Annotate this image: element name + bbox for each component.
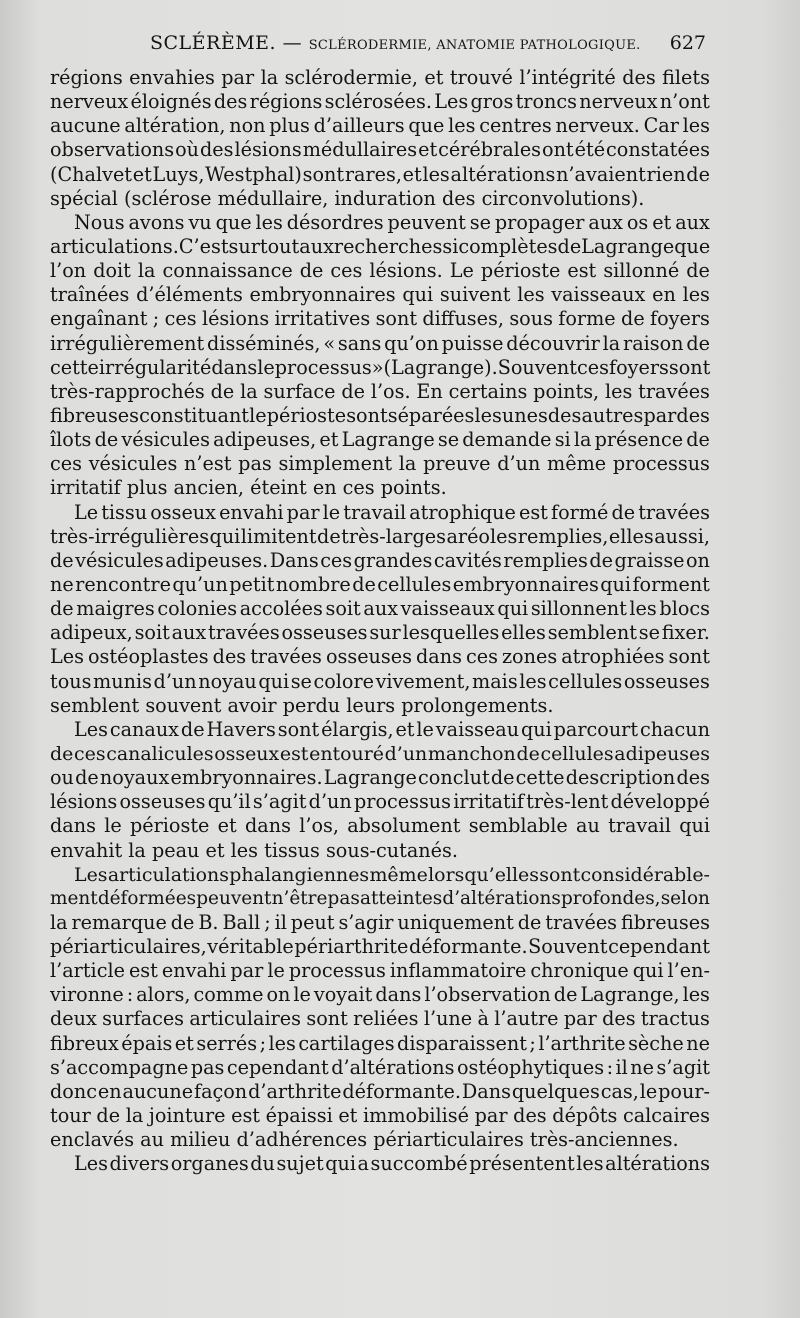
text-line: enclavés au milieu d’adhérences périarticulaires très-anciennes.	[50, 1128, 679, 1152]
text-line: Le tissu osseux envahi par le travail atrophique est formé de travées	[74, 500, 710, 524]
text-line: s’accompagne pas cependant d’altérations ostéophytiques : il ne s’agit	[50, 1055, 710, 1079]
text-line: îlots de vésicules adipeuses, et Lagrange se demande si la présence de	[50, 428, 710, 452]
text-line: l’article est envahi par le processus inflammatoire chronique qui l’en-	[50, 959, 710, 983]
text-line: traînées d’éléments embryonnaires qui suivent les vaisseaux en les	[50, 283, 710, 307]
text-line: de ces canalicules osseux est entouré d’un manchon de cellules adipeuses	[50, 742, 710, 765]
text-line: observations où des lésions médullaires et cérébrales ont été constatées	[50, 138, 710, 162]
text-line: semblent souvent avoir perdu leurs prolongements.	[50, 693, 554, 717]
text-line: donc en aucune façon d’arthrite déformante. Dans quelques cas, le pour-	[50, 1079, 710, 1103]
text-line: nerveux éloignés des régions sclérosées. Les gros troncs nerveux n’ont	[50, 90, 710, 114]
text-line: cette irrégularité dans le processus » (Lagrange). Souvent ces foyers sont	[50, 355, 711, 379]
text-line: spécial (sclérose médullaire, induration des circonvolutions).	[50, 186, 645, 210]
text-line: irrégulièrement disséminés, « sans qu’on puisse découvrir la raison de	[50, 331, 710, 355]
header-subtitle: SCLÉRODERMIE, ANATOMIE PATHOLOGIQUE.	[308, 38, 641, 53]
text-line: tour de la jointure est épaissi et immobilisé par des dépôts calcaires	[50, 1104, 710, 1128]
text-line: fibreuses constituant le périoste sont séparées les unes des autres par des	[50, 403, 710, 427]
text-line: ou de noyaux embryonnaires. Lagrange conclut de cette description des	[50, 766, 710, 790]
header-dash: —	[282, 32, 303, 54]
page-number: 627	[669, 32, 706, 54]
text-line: aucune altération, non plus d’ailleurs que les centres nerveux. Car les	[50, 114, 710, 138]
text-line: périarticulaires, véritable périarthrite déformante. Souvent cependant	[50, 935, 710, 959]
text-line: lésions osseuses qu’il s’agit d’un processus irritatif très-lent développé	[50, 790, 710, 814]
text-line: adipeux, soit aux travées osseuses sur lesquelles elles semblent se fixer.	[50, 621, 710, 645]
text-line: très-irrégulières qui limitent de très-larges aréoles remplies, elles aussi,	[50, 524, 710, 548]
text-line: régions envahies par la sclérodermie, et trouvé l’intégrité des filets	[50, 66, 710, 89]
text-line: Les ostéoplastes des travées osseuses dans ces zones atrophiées sont	[50, 645, 710, 669]
text-line: vironne : alors, comme on le voyait dans l’observation de Lagrange, les	[50, 983, 710, 1007]
text-line: fibreux épais et serrés ; les cartilages disparaissent ; l’arthrite sèche ne	[50, 1031, 710, 1055]
text-line: engaînant ; ces lésions irritatives sont diffuses, sous forme de foyers	[50, 307, 710, 331]
text-line: de maigres colonies accolées soit aux vaisseaux qui sillonnent les blocs	[50, 597, 710, 621]
text-line: très-rapprochés de la surface de l’os. En certains points, les travées	[50, 379, 710, 403]
header-main-title: SCLÉRÈME.	[150, 32, 277, 54]
text-line: Les divers organes du sujet qui a succombé présentent les altérations	[74, 1152, 710, 1176]
text-line: Les articulations phalangiennes même lorsqu’elles sont considérable-	[74, 863, 710, 886]
text-line: ne rencontre qu’un petit nombre de cellules embryonnaires qui forment	[50, 572, 710, 596]
text-line: l’on doit la connaissance de ces lésions. Le périoste est sillonné de	[50, 259, 710, 283]
text-line: de vésicules adipeuses. Dans ces grandes cavités remplies de graisse on	[50, 548, 710, 572]
text-line: Nous avons vu que les désordres peuvent se propager aux os et aux	[74, 210, 710, 234]
text-line: tous munis d’un noyau qui se colore vivement, mais les cellules osseuses	[50, 669, 710, 693]
running-header	[110, 32, 710, 60]
text-line: ces vésicules n’est pas simplement la preuve d’un même processus	[50, 452, 710, 476]
text-line: (Chalvet et Luys, Westphal) sont rares, et les altérations n’avaient rien de	[50, 162, 710, 186]
text-line: la remarque de B. Ball ; il peut s’agir uniquement de travées fibreuses	[50, 910, 710, 934]
text-line: dans le périoste et dans l’os, absolument semblable au travail qui	[50, 814, 710, 838]
header-title	[150, 32, 641, 54]
text-line: envahit la peau et les tissus sous-cutanés.	[50, 838, 458, 862]
text-line: irritatif plus ancien, éteint en ces points.	[50, 476, 447, 500]
body-text	[50, 66, 710, 1176]
text-line: articulations. C’est surtout aux recherches si complètes de Lagrange que	[50, 234, 711, 258]
text-line: deux surfaces articulaires sont reliées l’une à l’autre par des tractus	[50, 1007, 710, 1031]
text-line: Les canaux de Havers sont élargis, et le vaisseau qui parcourt chacun	[74, 717, 710, 741]
text-line: ment déformées peuvent n’être pas atteintes d’altérations profondes, selon	[50, 887, 710, 909]
